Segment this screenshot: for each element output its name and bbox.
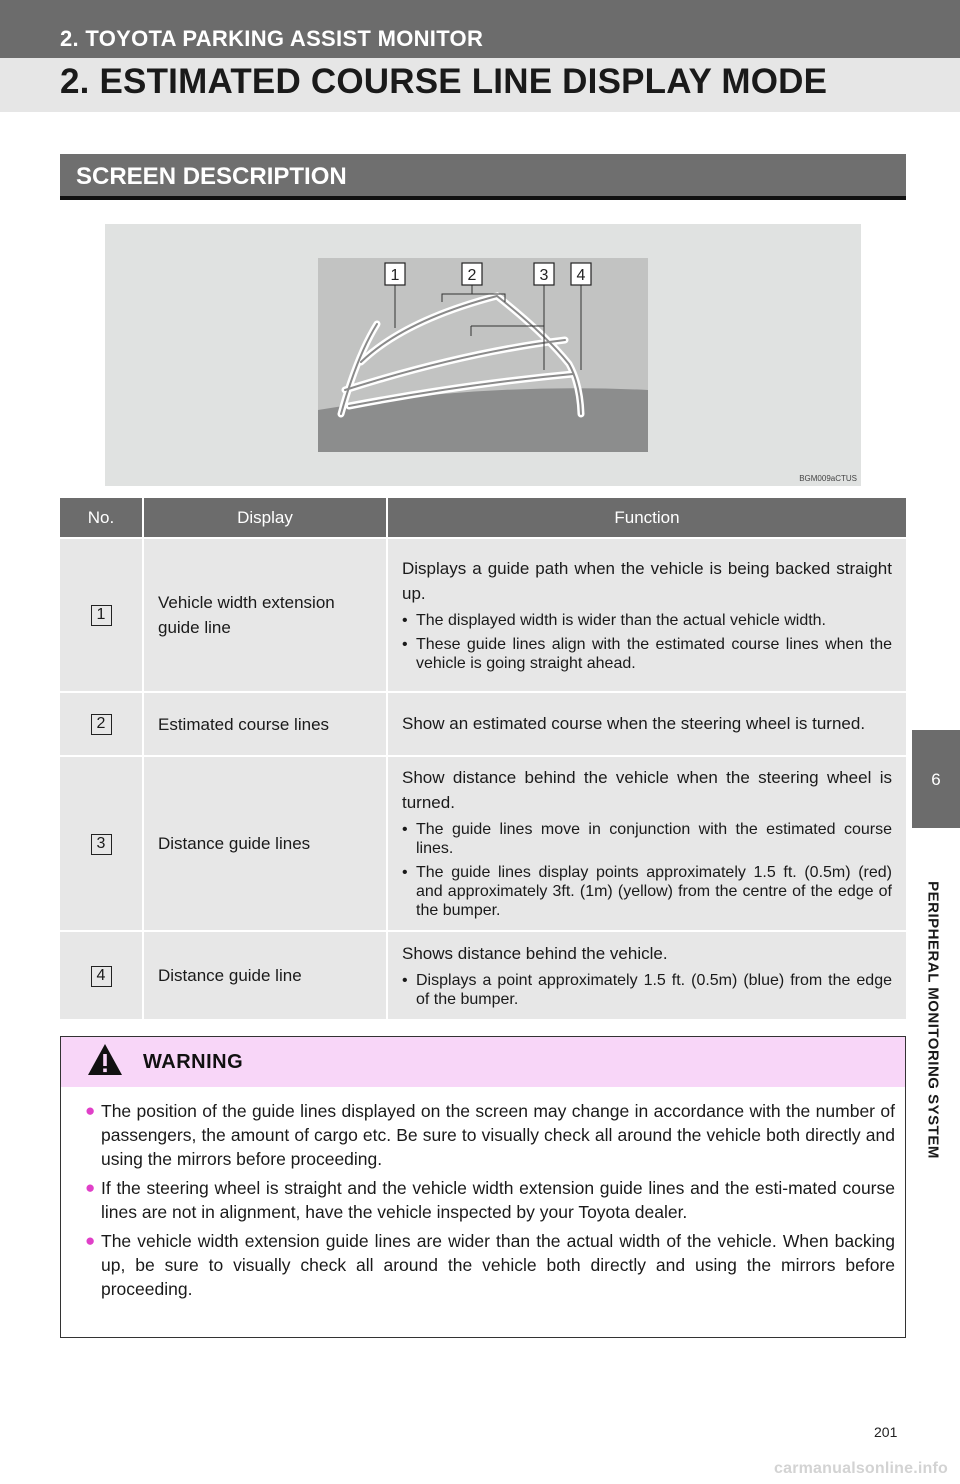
chapter-title: 2. TOYOTA PARKING ASSIST MONITOR [60,26,484,51]
row-number: 2 [91,714,112,735]
function-table [60,498,906,1019]
bullet-dot-icon: ● [85,1178,96,1197]
row-number-cell [60,756,143,931]
chapter-side-label-text: PERIPHERAL MONITORING SYSTEM [924,881,942,1159]
warning-list [61,1099,905,1306]
warning-item: ● The position of the guide lines displayed on the screen may change in accordance with the number of passengers, the amount of cargo etc. Be sure to visually check all around the vehicle both directly and using the mirrors before proceeding. [85,1101,895,1169]
row-number-cell [60,931,143,1019]
function-description: Show an estimated course when the steering wheel is turned. [402,713,866,733]
warning-item: ● The vehicle width extension guide lines are wider than the actual width of the vehicle. When backing up, be sure to visually check all around the vehicle both directly and using the mirrors before proceeding. [85,1231,895,1299]
table-row [60,538,906,692]
row-number-cell [60,538,143,692]
function-description: Show distance behind the vehicle when the steering wheel is turned. [402,768,892,812]
svg-text:4: 4 [576,267,586,284]
warning-box [60,1036,906,1338]
bullet-dot-icon: ● [85,1101,96,1120]
section-heading [60,154,906,200]
chapter-tab-number: 6 [931,770,941,789]
warning-triangle-icon [85,1041,125,1079]
function-description: Displays a guide path when the vehicle is being backed straight up. [402,558,892,603]
display-cell: Distance guide line [143,931,387,1019]
function-bullet: • The displayed width is wider than the actual vehicle width. [402,611,826,629]
table-row [60,931,906,1019]
callout-1 [385,263,405,285]
section-heading-text: SCREEN DESCRIPTION [76,163,347,190]
row-number: 3 [91,834,112,855]
monitor-screen-graphic [105,224,861,486]
monitor-illustration [105,224,861,486]
row-number: 1 [91,605,112,626]
function-cell [387,692,906,756]
warning-header [61,1037,905,1087]
page-title: 2. ESTIMATED COURSE LINE DISPLAY MODE [60,62,828,101]
table-row [60,756,906,931]
row-number-cell [60,692,143,756]
site-watermark: carmanualsonline.info [774,1460,949,1477]
function-cell [387,931,906,1019]
function-cell [387,756,906,931]
svg-text:2: 2 [467,267,477,284]
callout-2 [462,263,482,285]
col-header-display: Display [143,498,387,538]
callout-4 [571,263,591,285]
function-cell [387,538,906,692]
svg-text:3: 3 [539,267,549,284]
col-header-function: Function [387,498,906,538]
function-bullet: • The guide lines display points approximately 1.5 ft. (0.5m) (red) and approximately 3ft. (1m) (yellow) from the centre of the edge of the bumper. [402,864,892,919]
function-bullet: • These guide lines align with the estimated course lines when the vehicle is going straight ahead. [402,635,892,672]
function-bullet: • The guide lines move in conjunction with the estimated course lines. [402,821,892,857]
function-bullet: • Displays a point approximately 1.5 ft. (0.5m) (blue) from the edge of the bumper. [402,971,892,1008]
warning-title: WARNING [143,1051,244,1073]
display-cell: Estimated course lines [143,692,387,756]
svg-text:1: 1 [390,267,400,284]
figure-code: BGM009aCTUS [799,474,857,483]
table-header-row [60,498,906,538]
callout-3 [534,263,554,285]
header-band [0,0,960,112]
col-header-no: No. [60,498,143,538]
chapter-tab[interactable] [912,730,960,828]
warning-item: ● If the steering wheel is straight and the vehicle width extension guide lines and the esti-mated course lines are not in alignment, have the vehicle inspected by your Toyota dealer. [85,1178,895,1222]
row-number: 4 [91,966,112,987]
table-row [60,692,906,756]
display-cell: Distance guide lines [143,756,387,931]
function-description: Shows distance behind the vehicle. [402,943,668,963]
page-number: 201 [874,1424,898,1440]
display-cell: Vehicle width extension guide line [143,538,387,692]
bullet-dot-icon: ● [85,1231,96,1250]
